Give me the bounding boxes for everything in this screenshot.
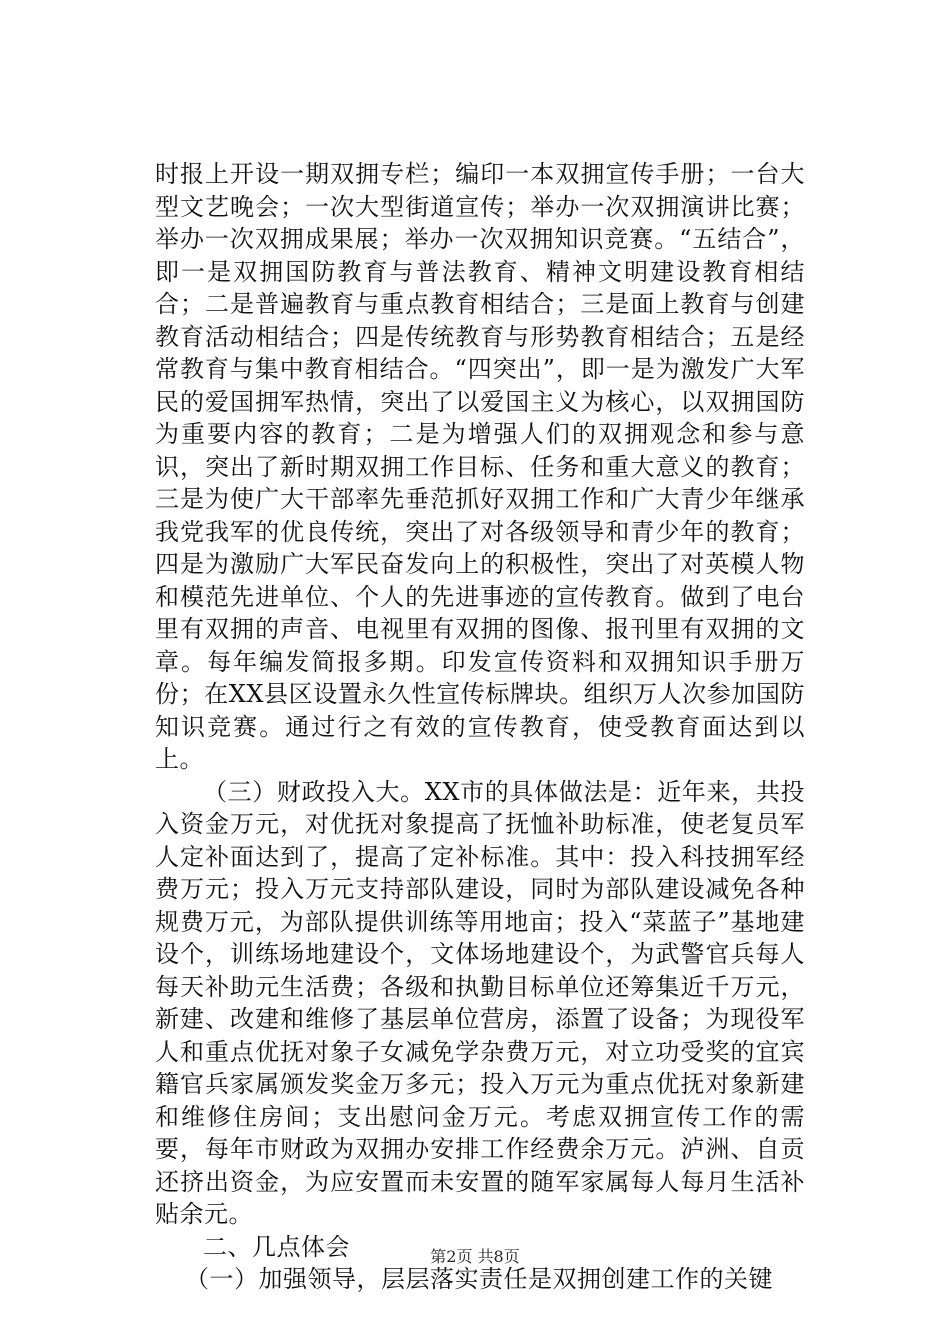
paragraph-publicity: 时报上开设一期双拥专栏；编印一本双拥宣传手册；一台大型文艺晚会；一次大型街道宣传；举办一次双拥演讲比赛；举办一次双拥成果展；举办一次双拥知识竞赛。“五结合”，即一是双拥国防教育与普法教育、精神文明建设教育相结合；二是普遍教育与重点教育相结合；三是面上教育与创建教育活动相结合；四是传统教育与形势教育相结合；五是经常教育与集中教育相结合。“四突出”，即一是为激发广大军民的爱国拥军热情，突出了以爱国主义为核心，以双拥国防为重要内容的教育；二是为增强人们的双拥观念和参与意识，突出了新时期双拥工作目标、任务和重大意义的教育；三是为使广大干部率先垂范抓好双拥工作和广大青少年继承我党我军的优良传统，突出了对各级领导和青少年的教育；四是为激励广大军民奋发向上的积极性，突出了对英模人物和模范先进单位、个人的先进事迹的宣传教育。做到了电台里有双拥的声音、电视里有双拥的图像、报刊里有双拥的文章。每年编发简报多期。印发宣传资料和双拥知识手册万份；在XX县区设置永久性宣传标牌块。组织万人次参加国防知识竞赛。通过行之有效的宣传教育，使受教育面达到以上。	[155, 160, 805, 773]
section-heading-experience: 二、几点体会	[203, 1232, 350, 1261]
subheading-leadership: （一）加强领导，层层落实责任是双拥创建工作的关键	[185, 1265, 773, 1293]
page-number-footer: 第2页 共8页	[430, 1247, 520, 1266]
document-body	[155, 158, 805, 1296]
paragraph-finance: （三）财政投入大。XX市的具体做法是：近年来，共投入资金万元，对优抚对象提高了抚恤补助标准，使老复员军人定补面达到了，提高了定补标准。其中：投入科技拥军经费万元；投入万元支持部队建设，同时为部队建设减免各种规费万元，为部队提供训练等用地亩；投入“菜蓝子”基地建设个，训练场地建设个，文体场地建设个，为武警官兵每人每天补助元生活费；各级和执勤目标单位还筹集近千万元，新建、改建和维修了基层单位营房，添置了设备；为现役军人和重点优抚对象子女减免学杂费万元，对立功受奖的宜宾籍官兵家属颁发奖金万多元；投入万元为重点优抚对象新建和维修住房间；支出慰问金万元。考虑双拥宣传工作的需要，每年市财政为双拥办安排工作经费余万元。泸洲、自贡还挤出资金，为应安置而未安置的随军家属每人每月生活补贴余元。	[155, 777, 805, 1228]
